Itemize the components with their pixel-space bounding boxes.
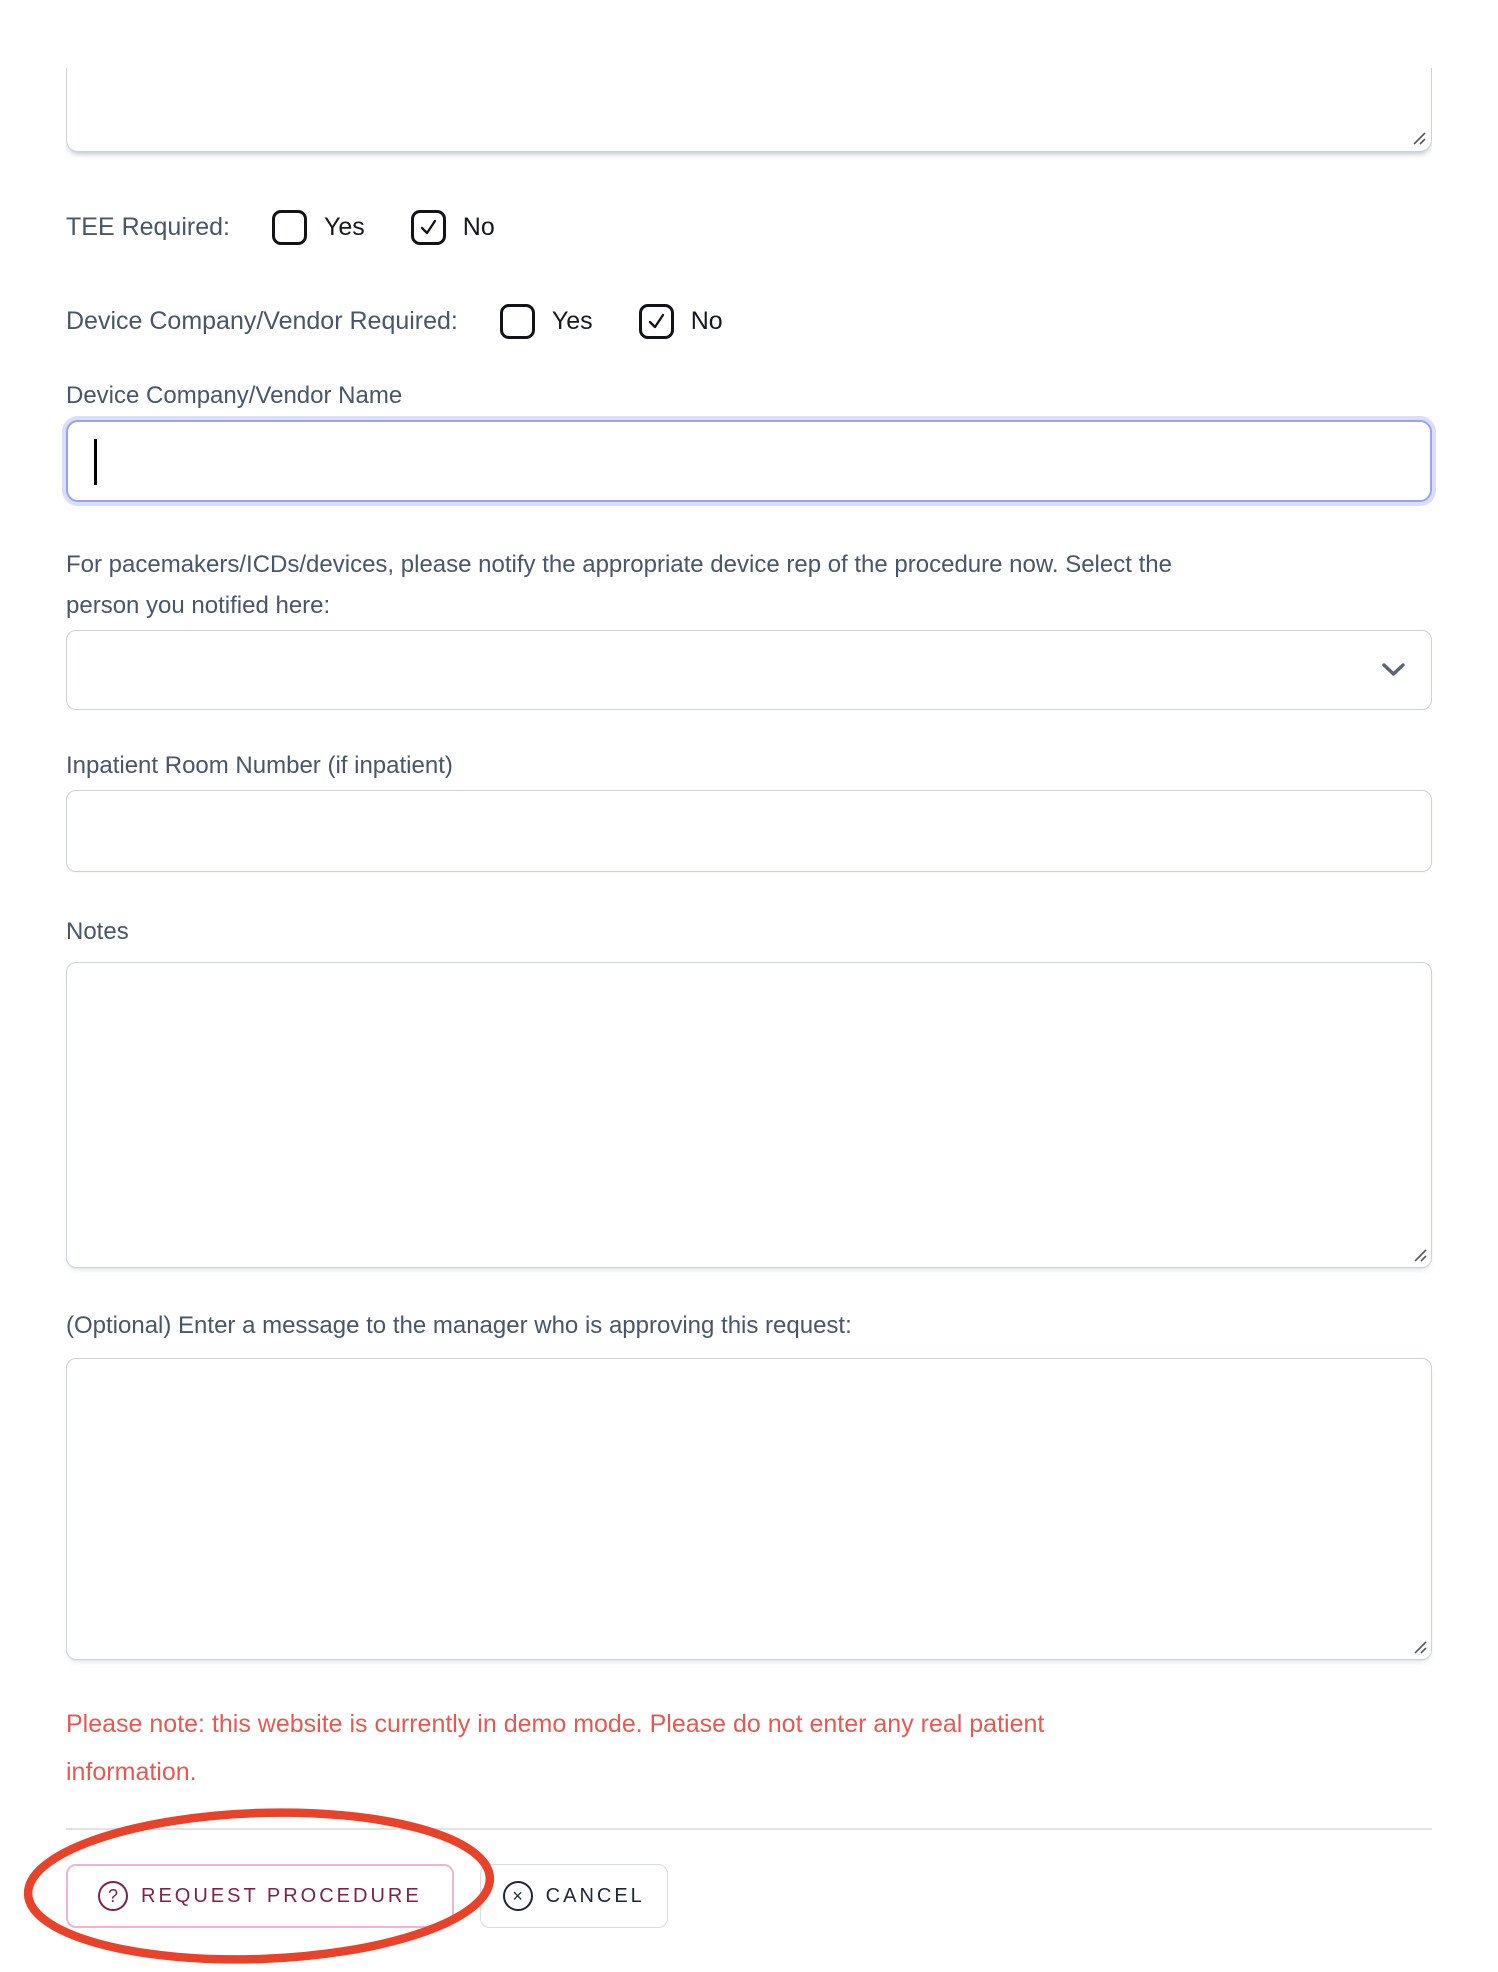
- notes-textarea[interactable]: [66, 962, 1432, 1268]
- tee-required-row: [66, 208, 1432, 246]
- top-textarea[interactable]: [66, 68, 1432, 152]
- question-circle-icon: ?: [98, 1881, 128, 1911]
- manager-message-field: [66, 1358, 1432, 1660]
- demo-warning-line2: information.: [66, 1758, 197, 1786]
- x-circle-icon: ×: [503, 1881, 533, 1911]
- vendor-required-row: [66, 302, 1432, 340]
- tee-no-label: No: [462, 212, 495, 241]
- vendor-name-input[interactable]: [68, 422, 1430, 500]
- room-number-input[interactable]: [66, 790, 1432, 872]
- checkmark-icon: [417, 216, 440, 239]
- resize-handle-icon[interactable]: [1410, 129, 1426, 145]
- vendor-name-field-focused: [66, 420, 1432, 502]
- demo-warning-line1: Please note: this website is currently in demo mode. Please do not enter any real patient: [66, 1710, 1045, 1738]
- request-procedure-button[interactable]: [66, 1864, 454, 1928]
- vendor-required-label: Device Company/Vendor Required:: [66, 306, 458, 335]
- room-number-label: Inpatient Room Number (if inpatient): [66, 752, 453, 779]
- vendor-no-option[interactable]: [639, 304, 723, 339]
- tee-no-option[interactable]: [411, 210, 495, 245]
- vendor-yes-checkbox[interactable]: [500, 304, 535, 339]
- notes-label: Notes: [66, 918, 129, 945]
- tee-required-label: TEE Required:: [66, 212, 230, 241]
- tee-no-checkbox[interactable]: [411, 210, 446, 245]
- chevron-down-icon: [1382, 663, 1405, 677]
- tee-yes-checkbox[interactable]: [272, 210, 307, 245]
- demo-mode-warning: [66, 1700, 1432, 1796]
- cancel-label: CANCEL: [545, 1884, 645, 1907]
- vendor-yes-label: Yes: [551, 306, 593, 335]
- footer-divider: [66, 1828, 1432, 1830]
- manager-message-label: (Optional) Enter a message to the manager who is approving this request:: [66, 1312, 852, 1339]
- request-procedure-label: REQUEST PROCEDURE: [141, 1884, 422, 1907]
- top-textarea-clipped: [66, 68, 1432, 158]
- tee-yes-label: Yes: [323, 212, 365, 241]
- checkmark-icon: [645, 310, 668, 333]
- text-cursor-caret: [94, 439, 97, 485]
- device-rep-label-line2: person you notified here:: [66, 592, 331, 619]
- notes-field: [66, 962, 1432, 1268]
- vendor-no-checkbox[interactable]: [639, 304, 674, 339]
- tee-yes-option[interactable]: [272, 210, 365, 245]
- device-rep-label: [66, 544, 1432, 626]
- vendor-yes-option[interactable]: [500, 304, 593, 339]
- footer-buttons: [66, 1864, 1432, 1928]
- device-rep-select[interactable]: [66, 630, 1432, 710]
- cancel-button[interactable]: [480, 1864, 668, 1928]
- device-rep-label-line1: For pacemakers/ICDs/devices, please notify the appropriate device rep of the procedure now. Select the: [66, 551, 1172, 578]
- vendor-name-label: Device Company/Vendor Name: [66, 382, 403, 409]
- manager-message-textarea[interactable]: [66, 1358, 1432, 1660]
- vendor-no-label: No: [690, 306, 723, 335]
